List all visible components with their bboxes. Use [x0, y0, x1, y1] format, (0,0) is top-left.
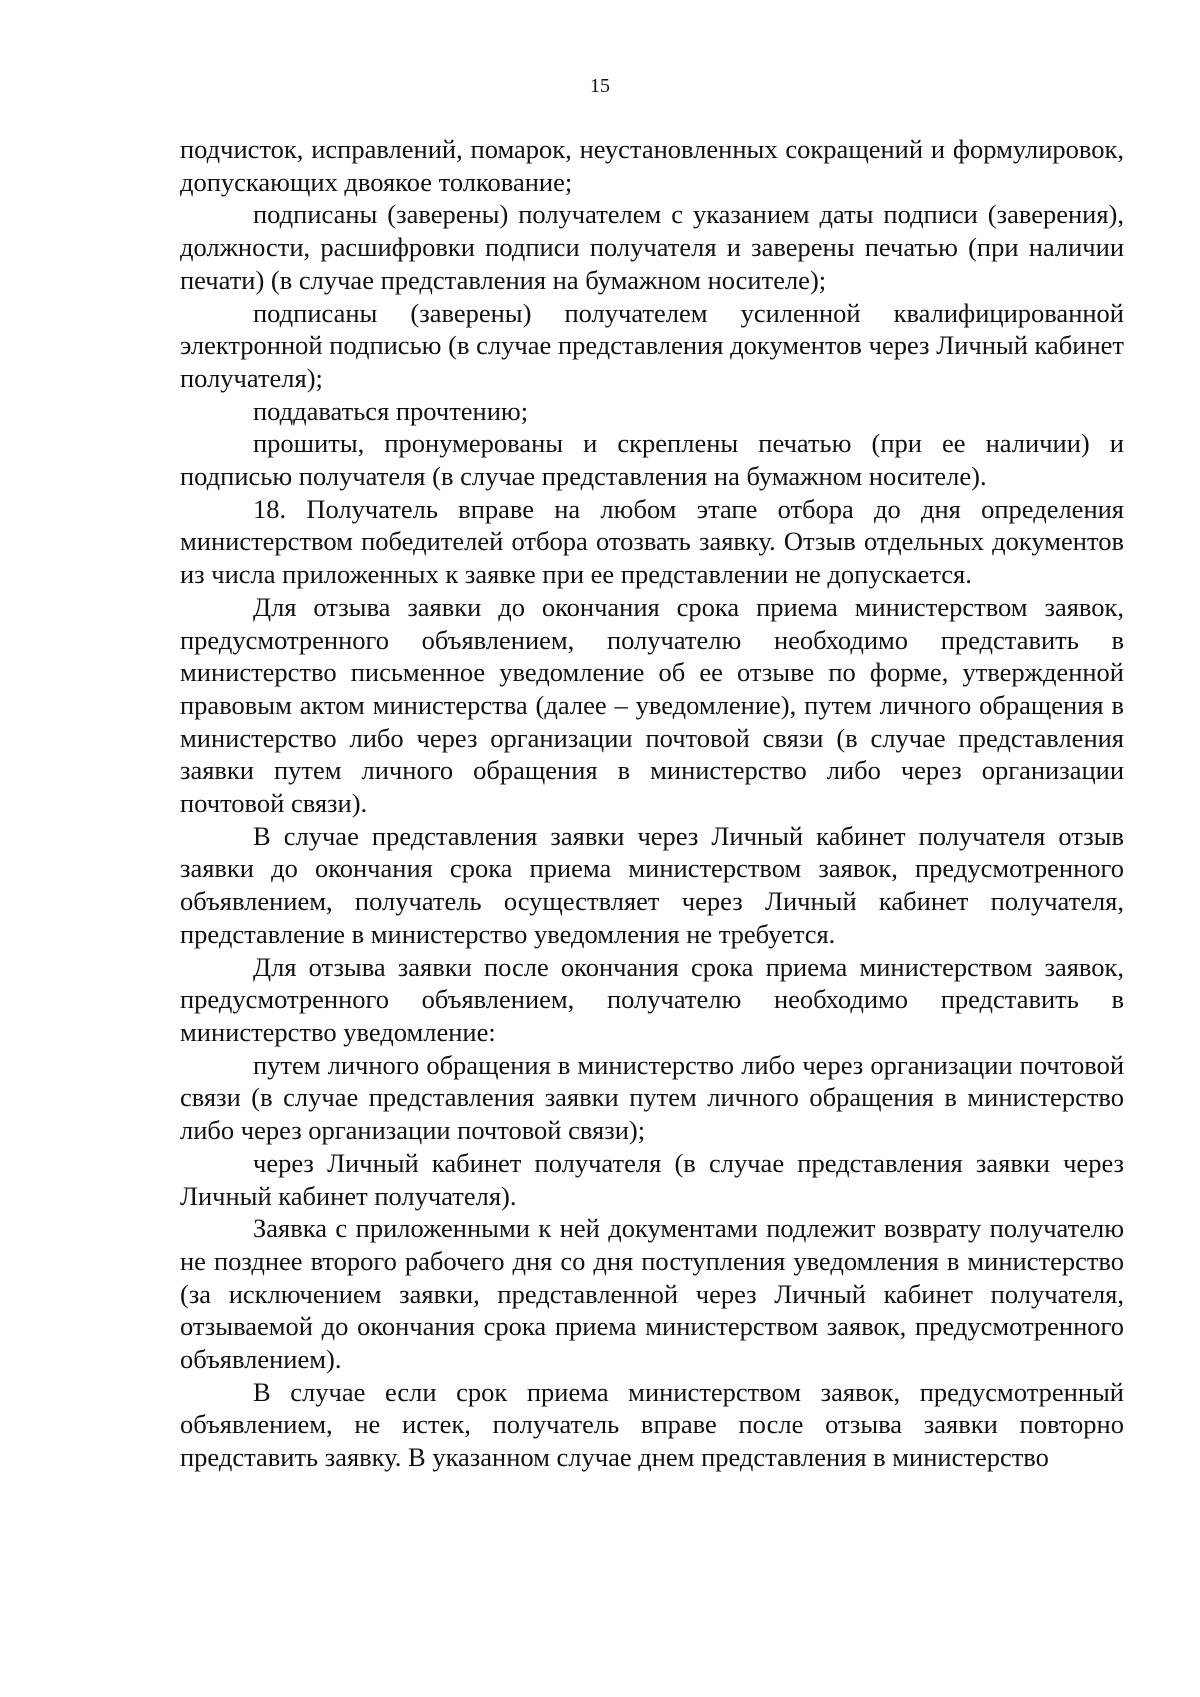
paragraph-withdrawal-before-deadline: Для отзыва заявки до окончания срока приема министерством заявок, предусмотренного объявлением, получателю необходимо представить в министерство письменное уведомление об ее отзыве по форме, утвержденной правовым актом министерства (далее – уведомление), путем личного обращения в министерство либо через организации почтовой связи (в случае представления заявки путем личного обращения в министерство либо через организации почтовой связи). [180, 591, 1124, 819]
paragraph-electronic-signature: подписаны (заверены) получателем усиленной квалифицированной электронной подписью (в случае представления документов через Личный кабинет получателя); [180, 297, 1124, 393]
paragraph-bound-numbered: прошиты, пронумерованы и скреплены печатью (при ее наличии) и подписью получателя (в случае представления на бумажном носителе). [180, 428, 1124, 492]
paragraph-withdrawal-after-deadline: Для отзыва заявки после окончания срока приема министерством заявок, предусмотренного объявлением, получателю необходимо представить в министерство уведомление: [180, 951, 1124, 1047]
paragraph-via-cabinet: через Личный кабинет получателя (в случае представления заявки через Личный кабинет получателя). [180, 1147, 1124, 1211]
paragraph-signed-requirement: подписаны (заверены) получателем с указанием даты подписи (заверения), должности, расшифровки подписи получателя и заверены печатью (при наличии печати) (в случае представления на бумажном носителе); [180, 199, 1124, 295]
paragraph-item-18: 18. Получатель вправе на любом этапе отбора до дня определения министерством победителей отбора отозвать заявку. Отзыв отдельных документов из числа приложенных к заявке при ее представлении не допускается. [180, 493, 1124, 590]
paragraph-withdrawal-personal-cabinet: В случае представления заявки через Личный кабинет получателя отзыв заявки до окончания срока приема министерством заявок, предусмотренного объявлением, получатель осуществляет через Личный кабинет получателя, представление в министерство уведомления не требуется. [180, 820, 1124, 949]
paragraph-return-application: Заявка с приложенными к ней документами подлежит возврату получателю не позднее второго рабочего дня со дня поступления уведомления в министерство (за исключением заявки, представленной через Личный кабинет получателя, отзываемой до окончания срока приема министерством заявок, предусмотренного объявлением). [180, 1213, 1124, 1375]
paragraph-readable: поддаваться прочтению; [253, 395, 529, 426]
paragraph-personal-appeal: путем личного обращения в министерство либо через организации почтовой связи (в случае представления заявки путем личного обращения в министерство либо через организации почтовой связи); [180, 1049, 1124, 1146]
page-number: 15 [590, 75, 610, 97]
paragraph-resubmission: В случае если срок приема министерством заявок, предусмотренный объявлением, не истек, получатель вправе после отзыва заявки повторно представить заявку. В указанном случае днем представления в министерство [180, 1376, 1124, 1473]
document-body [180, 133, 1124, 1474]
paragraph-continuation: подчисток, исправлений, помарок, неустановленных сокращений и формулировок, допускающих двоякое толкование; [180, 134, 1124, 197]
